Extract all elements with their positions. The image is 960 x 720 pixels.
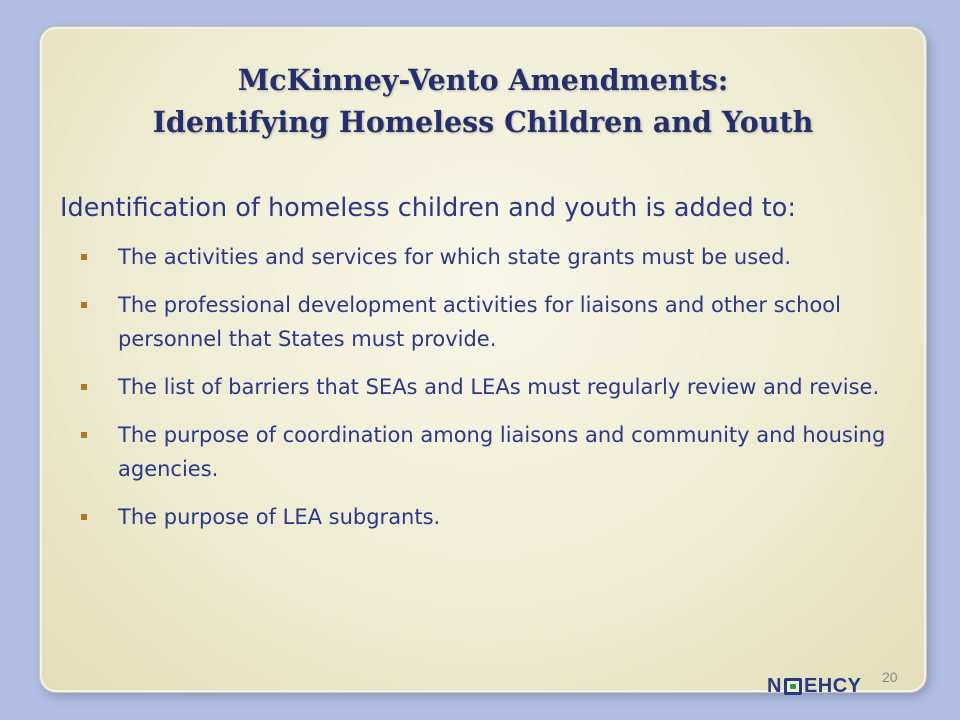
- intro-text: Identification of homeless children and youth is added to:: [60, 193, 796, 223]
- bullet-item: [80, 288, 900, 356]
- bullet-text: The professional development activities for liaisons and other school personnel that States must provide.: [118, 293, 841, 351]
- page-number: 20: [882, 669, 898, 685]
- slide-body: [60, 189, 900, 548]
- bullet-item: [80, 418, 900, 486]
- bullet-item: [80, 370, 900, 404]
- bullet-square-icon: [81, 384, 87, 390]
- logo-prefix: N: [767, 674, 782, 697]
- bullet-square-icon: [81, 302, 87, 308]
- slide-title-line-1: McKinney-Vento Amendments:: [237, 63, 729, 97]
- bullet-square-icon: [81, 432, 87, 438]
- nchey-logo: [767, 675, 862, 697]
- bullet-item: [80, 500, 900, 534]
- bullet-text: The list of barriers that SEAs and LEAs must regularly review and revise.: [118, 375, 880, 399]
- slide-title: [42, 59, 924, 143]
- slide-title-line-2: Identifying Homeless Children and Youth: [152, 105, 814, 139]
- bullet-square-icon: [81, 254, 87, 260]
- bullet-text: The purpose of coordination among liaisons and community and housing agencies.: [118, 423, 886, 481]
- bullet-item: [80, 240, 900, 274]
- bullet-text: The activities and services for which state grants must be used.: [118, 245, 792, 269]
- house-icon: [784, 678, 802, 695]
- slide-card: [40, 27, 926, 697]
- bullet-list: [60, 240, 900, 534]
- bullet-text: The purpose of LEA subgrants.: [118, 505, 441, 529]
- logo-suffix: EHCY: [803, 674, 862, 697]
- bullet-square-icon: [81, 514, 87, 520]
